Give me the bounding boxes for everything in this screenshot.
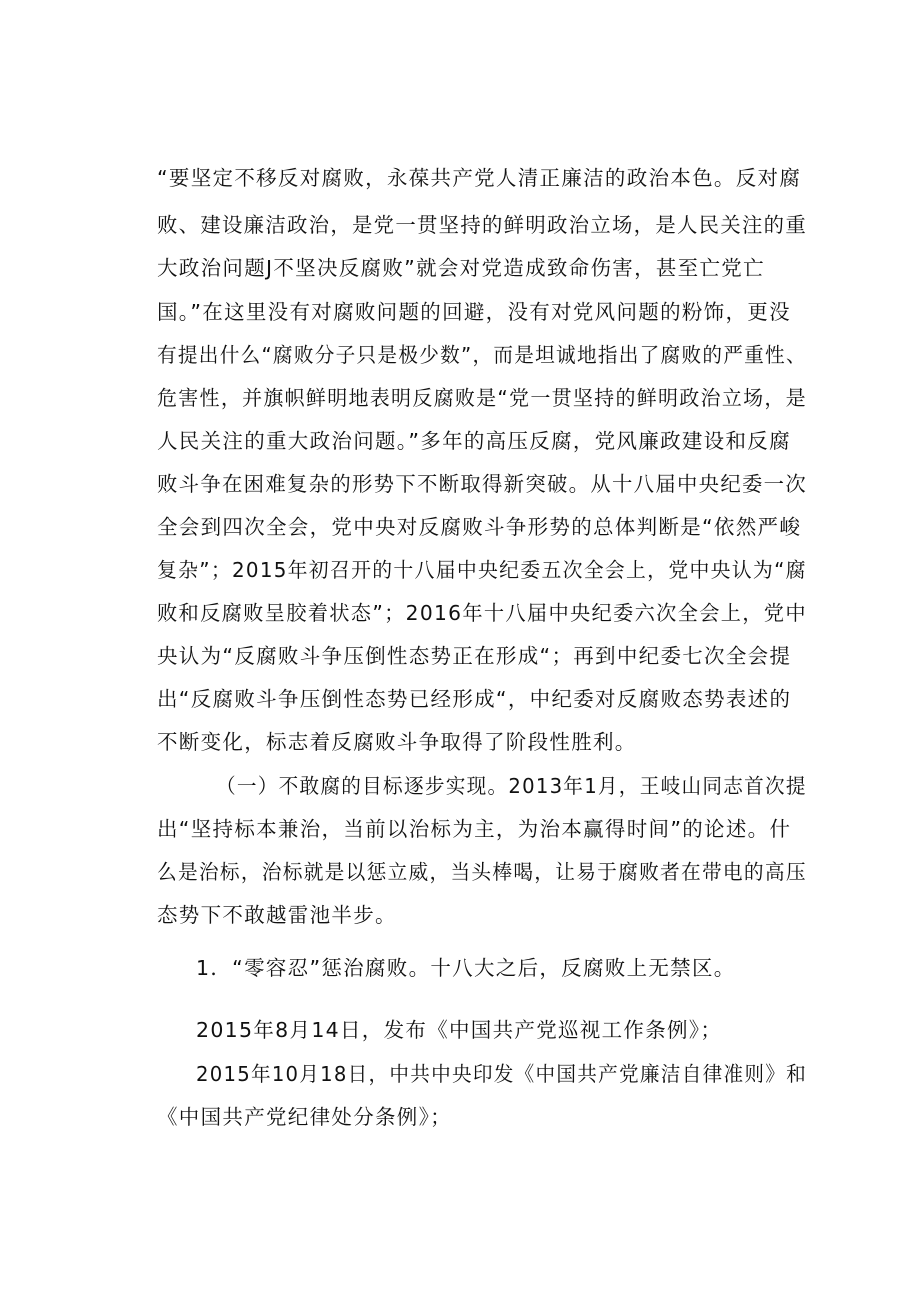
paragraph-1-line-4: 国。”在这里没有对腐败问题的回避，没有对党风问题的粉饰，更没 (157, 300, 791, 324)
paragraph-1-line-12: 央认为“反腐败斗争压倒性态势正在形成“；再到中纪委七次全会提 (157, 644, 792, 668)
paragraph-2-line-4: 态势下不敢越雷池半步。 (157, 903, 397, 927)
paragraph-2-line-3: 么是治标，治标就是以惩立威，当头棒喝，让易于腐败者在带电的高压 (157, 860, 807, 884)
paragraph-2-line-1: （一）不敢腐的目标逐步实现。2013年1月，王岐山同志首次提 (216, 774, 807, 798)
entry-1: 2015年8月14日，发布《中国共产党巡视工作条例》； (196, 1018, 723, 1042)
item-1: 1．“零容忍”惩治腐败。十八大之后，反腐败上无禁区。 (196, 956, 736, 980)
paragraph-1-line-10: 复杂”；2015年初召开的十八届中央纪委五次全会上，党中央认为“腐 (157, 558, 807, 582)
paragraph-1-line-9: 全会到四次全会，党中央对反腐败斗争形势的总体判断是“依然严峻 (157, 515, 802, 539)
paragraph-2-line-2: 出“坚持标本兼治，当前以治标为主，为治本赢得时间”的论述。什 (157, 817, 792, 841)
paragraph-1-line-2: 败、建设廉洁政治，是党一贯坚持的鲜明政治立场，是人民关注的重 (157, 213, 808, 237)
paragraph-1-line-1: “要坚定不移反对腐败，永葆共产党人清正廉洁的政治本色。反对腐 (157, 166, 802, 190)
paragraph-1-line-8: 败斗争在困难复杂的形势下不断取得新突破。从十八届中央纪委一次 (157, 472, 808, 496)
paragraph-1-line-11: 败和反腐败呈胶着状态”；2016年十八届中央纪委六次全会上，党中 (157, 601, 807, 625)
entry-2-line-1: 2015年10月18日，中共中央印发《中国共产党廉洁自律准则》和 (196, 1062, 807, 1086)
paragraph-1-line-13: 出“反腐败斗争压倒性态势已经形成“，中纪委对反腐败态势表述的 (157, 687, 792, 711)
paragraph-1-line-3: 大政治问题J不坚决反腐败”就会对党造成致命伤害，甚至亡党亡 (157, 256, 765, 280)
entry-2-line-2: 《中国共产党纪律处分条例》； (157, 1105, 452, 1129)
paragraph-1-line-14: 不断变化，标志着反腐败斗争取得了阶段性胜利。 (157, 730, 637, 754)
paragraph-1-line-5: 有提出什么“腐败分子只是极少数”，而是坦诚地指出了腐败的严重性、 (157, 343, 807, 367)
paragraph-1-line-6: 危害性，并旗帜鲜明地表明反腐败是“党一贯坚持的鲜明政治立场，是 (157, 386, 807, 410)
paragraph-1-line-7: 人民关注的重大政治问题。”多年的高压反腐，党风廉政建设和反腐 (157, 429, 791, 453)
